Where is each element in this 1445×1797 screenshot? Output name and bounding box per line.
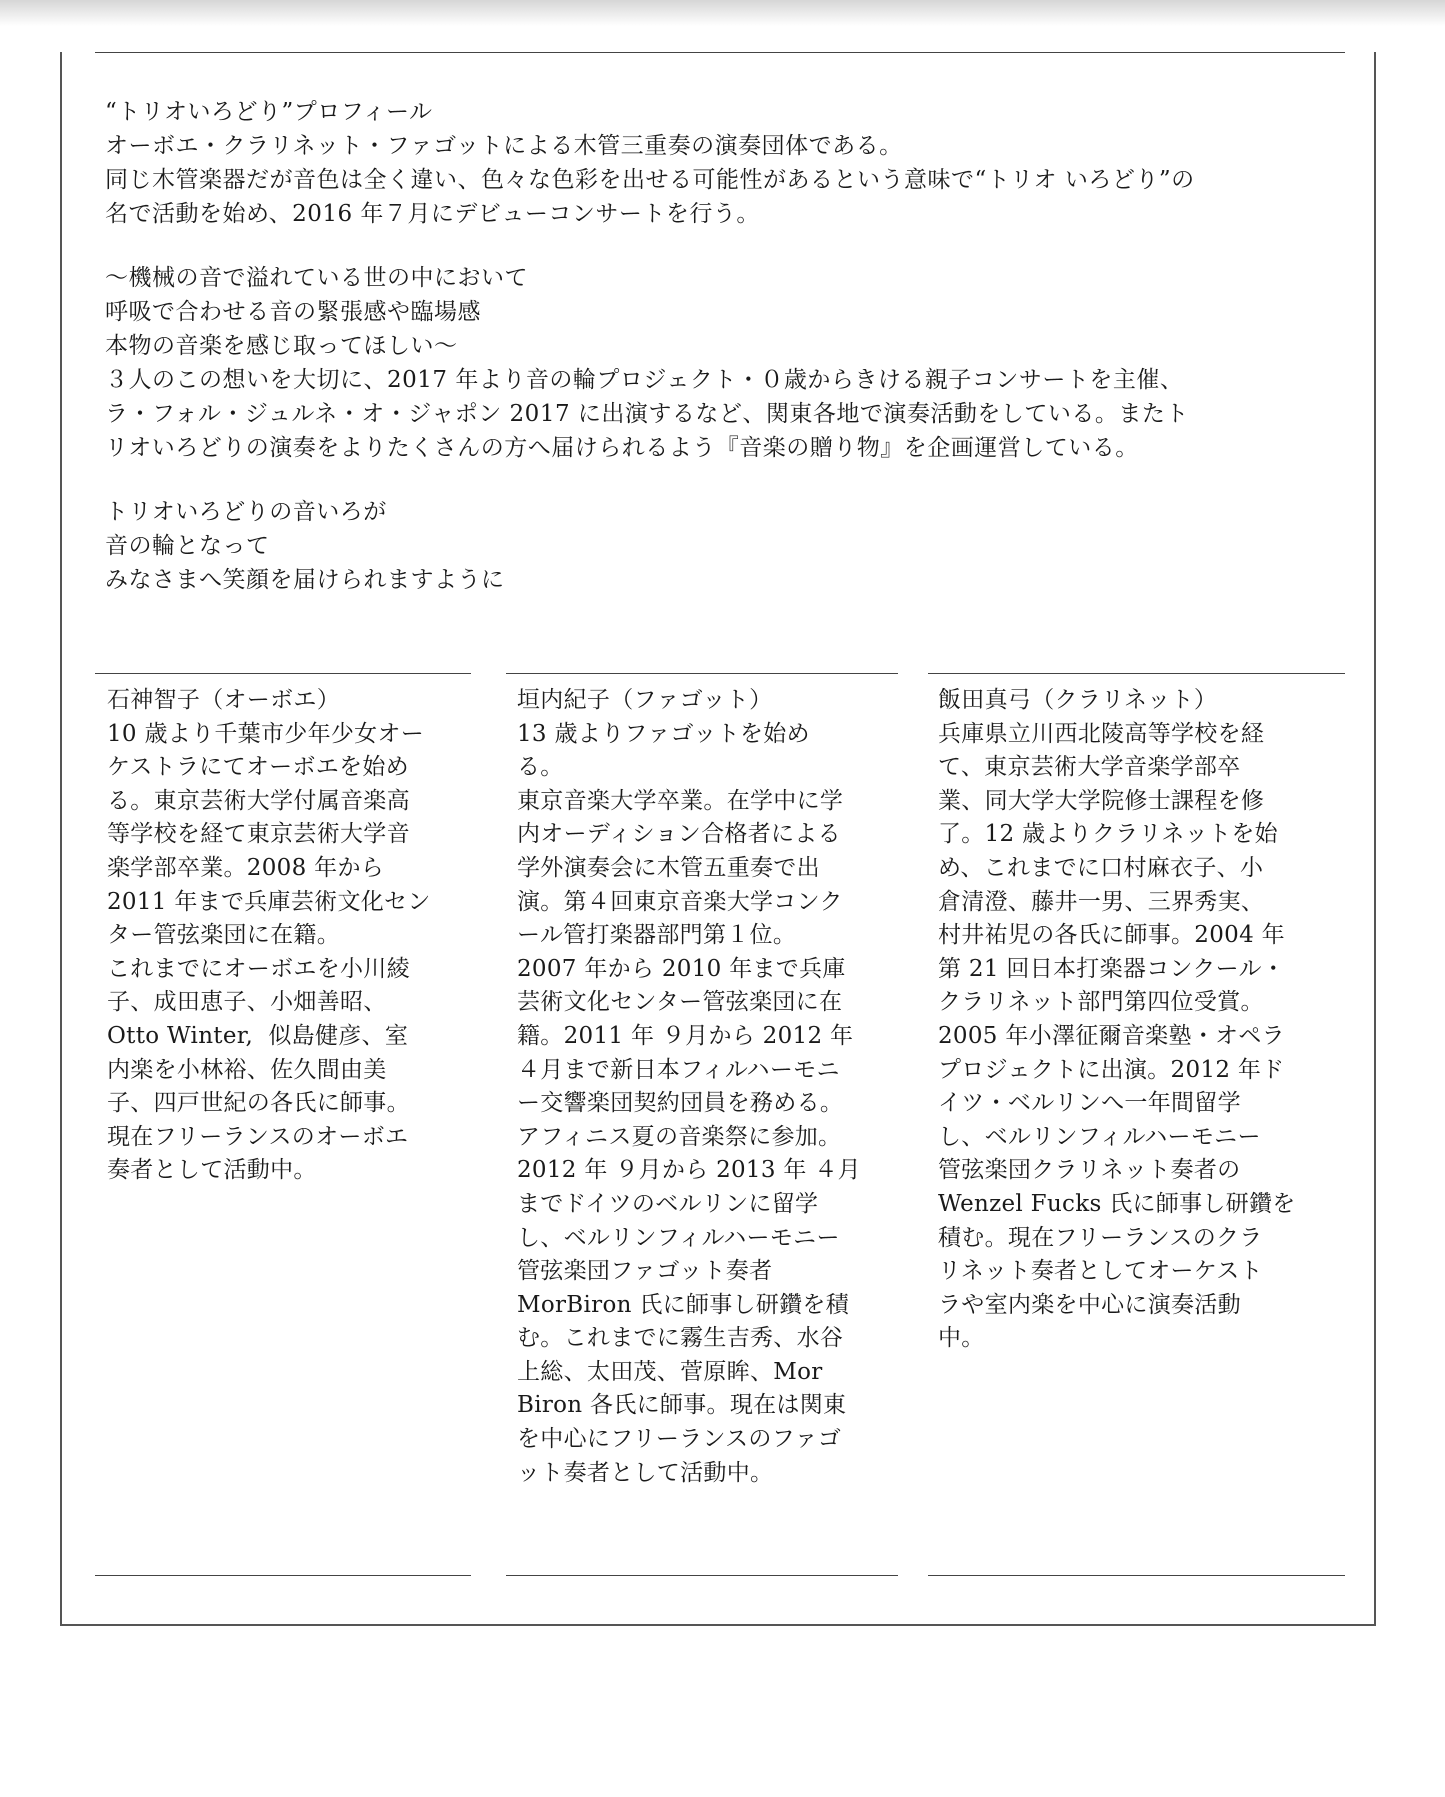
motto-line: 本物の音楽を感じ取ってほしい〜 [105,333,458,359]
column-top-divider-2 [506,673,898,674]
spacer [105,465,1345,495]
column-bottom-divider-2 [506,1575,898,1576]
spacer [105,231,1345,261]
trio-profile [105,95,1345,597]
column-top-divider-1 [95,673,471,674]
activities-line: リオいろどりの演奏をよりたくさんの方へ届けられるよう『音楽の贈り物』を企画運営している。 [105,435,1139,461]
intro-line: 同じ木管楽器だが音色は全く違い、色々な色彩を出せる可能性があるという意味で“トリオ いろどり”の [105,167,1195,193]
member-bio: 兵庫県立川西北陵高等学校を経 て、東京芸術大学音楽学部卒 業、同大学大学院修士課程を修 了。12 歳よりクラリネットを始 め、これまでに口村麻衣子、小 倉清澄、藤井一男、三界秀実、 村井祐児の各氏に師事。2004 年 第 21 回日本打楽器コンクール・ クラリネット部門第四位受賞。 2005 年小澤征爾音楽塾・オペラ プロジェクトに出演。2012 年ド イツ・ベルリンへ一年間留学 し、ベルリンフィルハーモニー 管弦楽団クラリネット奏者の Wenzel Fucks 氏に師事し研鑽を 積む。現在フリーランスのクラ リネット奏者としてオーケスト ラや室内楽を中心に演奏活動 中。 [938,720,1296,1352]
activities-line: ラ・フォル・ジュルネ・オ・ジャポン 2017 に出演するなど、関東各地で演奏活動をしている。またト [105,401,1189,427]
member-oboe [107,684,467,1188]
intro-line: オーボエ・クラリネット・ファゴットによる木管三重奏の演奏団体である。 [105,133,903,159]
intro-line: 名で活動を始め、2016 年７月にデビューコンサートを行う。 [105,201,760,227]
column-top-divider-3 [928,673,1345,674]
member-name: 飯田真弓（クラリネット） [938,687,1218,713]
motto-line: 〜機械の音で溢れている世の中において [105,265,528,291]
member-clarinet [938,684,1338,1356]
profile-title: “トリオいろどり”プロフィール [105,99,433,125]
member-bassoon [517,684,897,1490]
member-name: 垣内紀子（ファゴット） [517,687,773,713]
closing-line: みなさまへ笑顔を届けられますように [105,567,505,593]
top-divider [95,52,1345,53]
top-shade [0,0,1445,26]
member-bio: 13 歳よりファゴットを始め る。 東京音楽大学卒業。在学中に学 内オーディション合格者による 学外演奏会に木管五重奏で出 演。第４回東京音楽大学コンク ール管打楽器部門第１位。 2007 年から 2010 年まで兵庫 芸術文化センター管弦楽団に在 籍。2011 年 ９月から 2012 年 ４月まで新日本フィルハーモニ ー交響楽団契約団員を務める。 アフィニス夏の音楽祭に参加。 2012 年 ９月から 2013 年 ４月 までドイツのベルリンに留学 し、ベルリンフィルハーモニー 管弦楽団ファゴット奏者 MorBiron 氏に師事し研鑽を積 む。これまでに霧生吉秀、水谷 上総、太田茂、菅原眸、Mor Biron 各氏に師事。現在は関東 を中心にフリーランスのファゴ ット奏者として活動中。 [517,720,861,1486]
member-name: 石神智子（オーボエ） [107,687,340,713]
motto-line: 呼吸で合わせる音の緊張感や臨場感 [105,299,481,325]
closing-line: 音の輪となって [105,533,270,559]
activities-line: ３人のこの想いを大切に、2017 年より音の輪プロジェクト・０歳からきける親子コンサートを主催、 [105,367,1184,393]
member-bio: 10 歳より千葉市少年少女オー ケストラにてオーボエを始め る。東京芸術大学付属音楽高 等学校を経て東京芸術大学音 楽学部卒業。2008 年から 2011 年まで兵庫芸術文化セン ター管弦楽団に在籍。 これまでにオーボエを小川綾 子、成田恵子、小畑善昭、 Otto Winter, 似島健彦、室 内楽を小林裕、佐久間由美 子、四戸世紀の各氏に師事。 現在フリーランスのオーボエ 奏者として活動中。 [107,720,431,1184]
column-bottom-divider-3 [928,1575,1345,1576]
column-bottom-divider-1 [95,1575,471,1576]
closing-line: トリオいろどりの音いろが [105,499,387,525]
